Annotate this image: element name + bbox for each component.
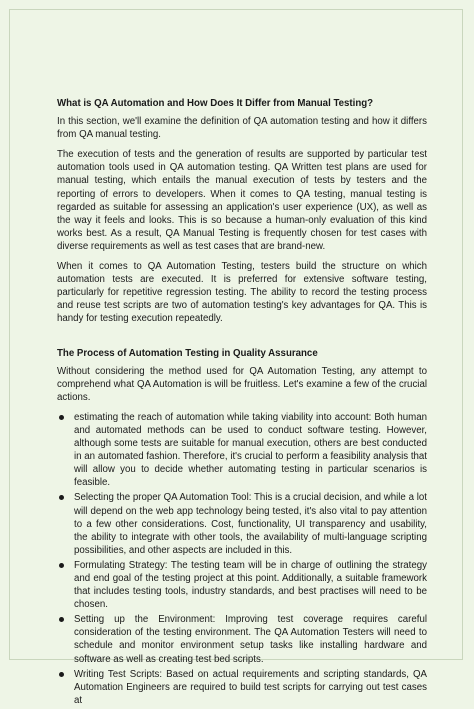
process-steps-list bbox=[57, 411, 427, 707]
bullet-icon bbox=[59, 617, 64, 622]
list-item-text: Writing Test Scripts: Based on actual requirements and scripting standards, QA Automation Engineers are required to build test scripts for carrying out test cases at bbox=[74, 668, 427, 706]
list-item bbox=[57, 491, 427, 556]
list-item bbox=[57, 559, 427, 611]
section-heading-process: The Process of Automation Testing in Quality Assurance bbox=[57, 347, 318, 359]
section-heading-qa-automation: What is QA Automation and How Does It Differ from Manual Testing? bbox=[57, 98, 374, 109]
list-item bbox=[57, 668, 427, 707]
list-item bbox=[57, 411, 427, 490]
list-item-text: Setting up the Environment: Improving test coverage requires careful consideration of the testing environment. The QA Automation Testers will need to schedule and monitor environment setup tasks like installing hardware and software as well as creating test bed scripts. bbox=[74, 614, 427, 665]
bullet-icon bbox=[59, 563, 64, 568]
paragraph-intro: In this section, we'll examine the definition of QA automation testing and how it differs from QA manual testing. bbox=[57, 116, 427, 141]
paragraph-automation-testing: When it comes to QA Automation Testing, testers build the structure on which automation tests are executed. It is preferred for extensive software testing, particularly for repetitive regression testing. The ability to record the testing process and reuse test scripts are two of automation testing's key advantages for QA. This is handy for testing execution repeatedly. bbox=[57, 261, 427, 325]
bullet-icon bbox=[59, 495, 64, 500]
list-item bbox=[57, 613, 427, 665]
paragraph-execution: The execution of tests and the generation of results are supported by particular test automation tools used in QA automation testing. QA Written test plans are used for manual testing, which entails the manual execution of tests by testers and the reporting of errors to developers. When it comes to QA testing, manual testing is regarded as suitable for assessing an application's user experience (UX), as well as the way it feels and looks. This is so because a human-only evaluation of this kind works best. As a result, QA Manual Testing is frequently chosen for test cases with diverse requirements as well as test cases that are brand-new. bbox=[57, 149, 427, 252]
bullet-icon bbox=[59, 415, 64, 420]
list-item-text: Formulating Strategy: The testing team will be in charge of outlining the strategy and end goal of the testing project at this point. Additionally, a suitable framework that includes testing tools, industry standards, and best practises will need to be chosen. bbox=[74, 559, 427, 611]
paragraph-process-intro: Without considering the method used for QA Automation Testing, any attempt to comprehend what QA Automation is will be fruitless. Let's examine a few of the crucial actions. bbox=[57, 365, 427, 403]
document-body bbox=[57, 97, 427, 709]
list-item-text: estimating the reach of automation while taking viability into account: Both human and automated methods can be used to conduct software testing. However, although some tests are suitable for manual execution, others are best conducted in an automated fashion. Therefore, it's crucial to perform a feasibility analysis that will allow you to decide whether automating testing in particular scenarios is feasible. bbox=[74, 411, 427, 489]
document-page bbox=[9, 9, 463, 706]
list-item-text: Selecting the proper QA Automation Tool: This is a crucial decision, and while a lot will depend on the web app technology being tested, it's also vital to pay attention to a few other considerations. Cost, functionality, UI transparency and usability, the ability to integrate with other tools, the availability of multi-language scripting possibilities, and other aspects are included in this. bbox=[74, 492, 427, 556]
bullet-icon bbox=[59, 672, 64, 677]
